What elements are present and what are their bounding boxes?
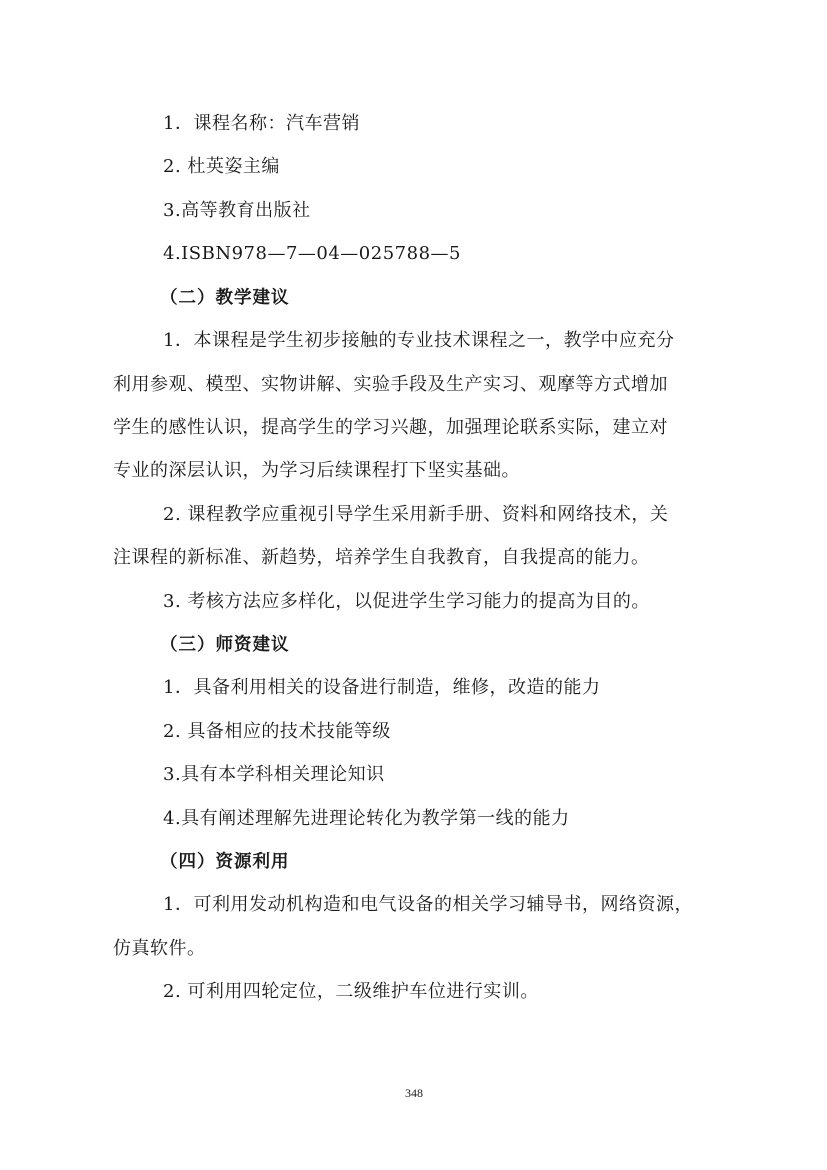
paragraph-line: 1．可利用发动机构造和电气设备的相关学习辅导书，网络资源， [163, 894, 693, 915]
textbook-isbn: 4.ISBN978—7—04—025788—5 [163, 243, 461, 264]
section-heading-teacher-suggestions: （三）师资建议 [160, 635, 290, 655]
paragraph-line: 3. 考核方法应多样化，以促进学生学习能力的提高为目的。 [163, 591, 650, 612]
list-item: 2. 具备相应的技术技能等级 [163, 721, 391, 742]
paragraph-line: 注课程的新标准、新趋势，培养学生自我教育，自我提高的能力。 [113, 547, 650, 568]
section-heading-resource-use: （四）资源利用 [160, 852, 290, 872]
paragraph-line: 2. 可利用四轮定位，二级维护车位进行实训。 [163, 981, 539, 1002]
textbook-editor: 2. 杜英姿主编 [163, 156, 280, 177]
page-number: 348 [405, 1086, 423, 1100]
paragraph-line: 仿真软件。 [113, 938, 206, 959]
list-item: 3.具有本学科相关理论知识 [163, 764, 385, 785]
textbook-publisher: 3.高等教育出版社 [163, 200, 311, 221]
paragraph-line: 2. 课程教学应重视引导学生采用新手册、资料和网络技术，关 [163, 504, 669, 525]
list-item: 4.具有阐述理解先进理论转化为教学第一线的能力 [163, 808, 570, 829]
paragraph-line: 专业的深层认识，为学习后续课程打下坚实基础。 [113, 460, 520, 481]
textbook-course-name: 1．课程名称：汽车营销 [163, 113, 360, 134]
paragraph-line: 1．本课程是学生初步接触的专业技术课程之一，教学中应充分 [163, 330, 675, 351]
paragraph-line: 学生的感性认识，提高学生的学习兴趣，加强理论联系实际，建立对 [113, 417, 668, 438]
paragraph-line: 利用参观、模型、实物讲解、实验手段及生产实习、观摩等方式增加 [113, 374, 668, 395]
section-heading-teaching-suggestions: （二）教学建议 [160, 288, 290, 308]
list-item: 1．具备利用相关的设备进行制造，维修，改造的能力 [163, 677, 601, 698]
